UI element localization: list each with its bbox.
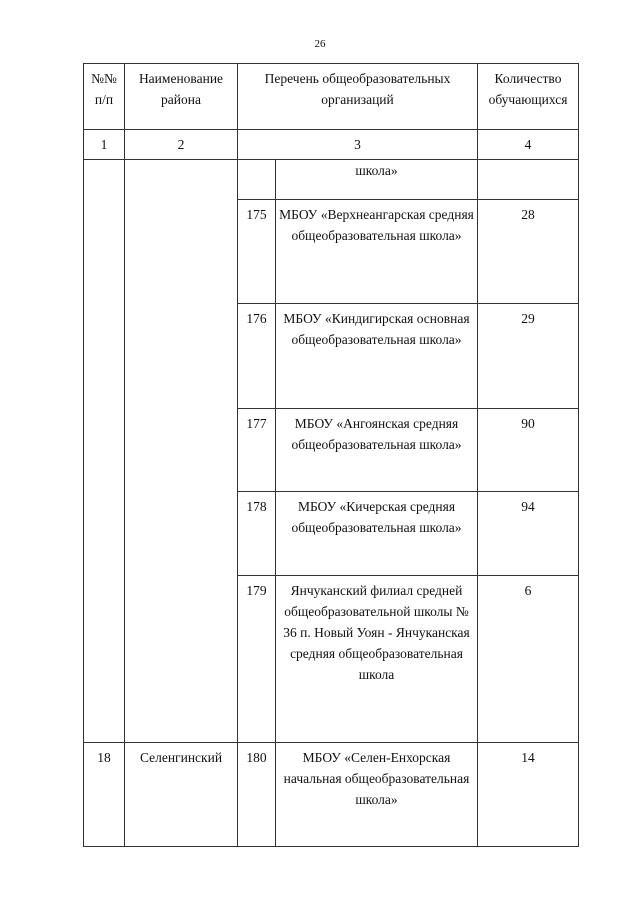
table-row [84, 160, 579, 200]
organization-name: МБОУ «Верхнеангарская средняя общеобразовательная школа» [276, 200, 478, 304]
row-number: 177 [238, 409, 276, 492]
district-number: 18 [84, 743, 125, 847]
table-row [84, 743, 579, 847]
organization-name: школа» [276, 160, 478, 200]
column-number: 1 [84, 130, 125, 160]
row-number: 178 [238, 492, 276, 576]
column-number: 4 [478, 130, 579, 160]
row-number: 175 [238, 200, 276, 304]
schools-table [83, 63, 579, 847]
row-number: 176 [238, 304, 276, 409]
column-number: 2 [125, 130, 238, 160]
organization-name: МБОУ «Селен-Енхорская начальная общеобразовательная школа» [276, 743, 478, 847]
district-name: Селенгинский [125, 743, 238, 847]
student-count: 90 [478, 409, 579, 492]
header-count: Количество обучающихся [478, 64, 579, 130]
row-number: 179 [238, 576, 276, 743]
student-count [478, 160, 579, 200]
organization-name: Янчуканский филиал средней общеобразовательной школы № 36 п. Новый Уоян - Янчуканская средняя общеобразовательная школа [276, 576, 478, 743]
student-count: 6 [478, 576, 579, 743]
row-number: 180 [238, 743, 276, 847]
header-district: Наименование района [125, 64, 238, 130]
student-count: 28 [478, 200, 579, 304]
student-count: 29 [478, 304, 579, 409]
district-number-cell [84, 160, 125, 743]
row-number [238, 160, 276, 200]
organization-name: МБОУ «Кичерская средняя общеобразовательная школа» [276, 492, 478, 576]
student-count: 14 [478, 743, 579, 847]
page-number: 26 [314, 38, 326, 50]
organization-name: МБОУ «Ангоянская средняя общеобразовательная школа» [276, 409, 478, 492]
student-count: 94 [478, 492, 579, 576]
district-name-cell [125, 160, 238, 743]
organization-name: МБОУ «Киндигирская основная общеобразовательная школа» [276, 304, 478, 409]
column-number: 3 [238, 130, 478, 160]
column-numbers-row [84, 130, 579, 160]
header-number: №№ п/п [84, 64, 125, 130]
header-row [84, 64, 579, 130]
header-organizations: Перечень общеобразовательных организаций [238, 64, 478, 130]
